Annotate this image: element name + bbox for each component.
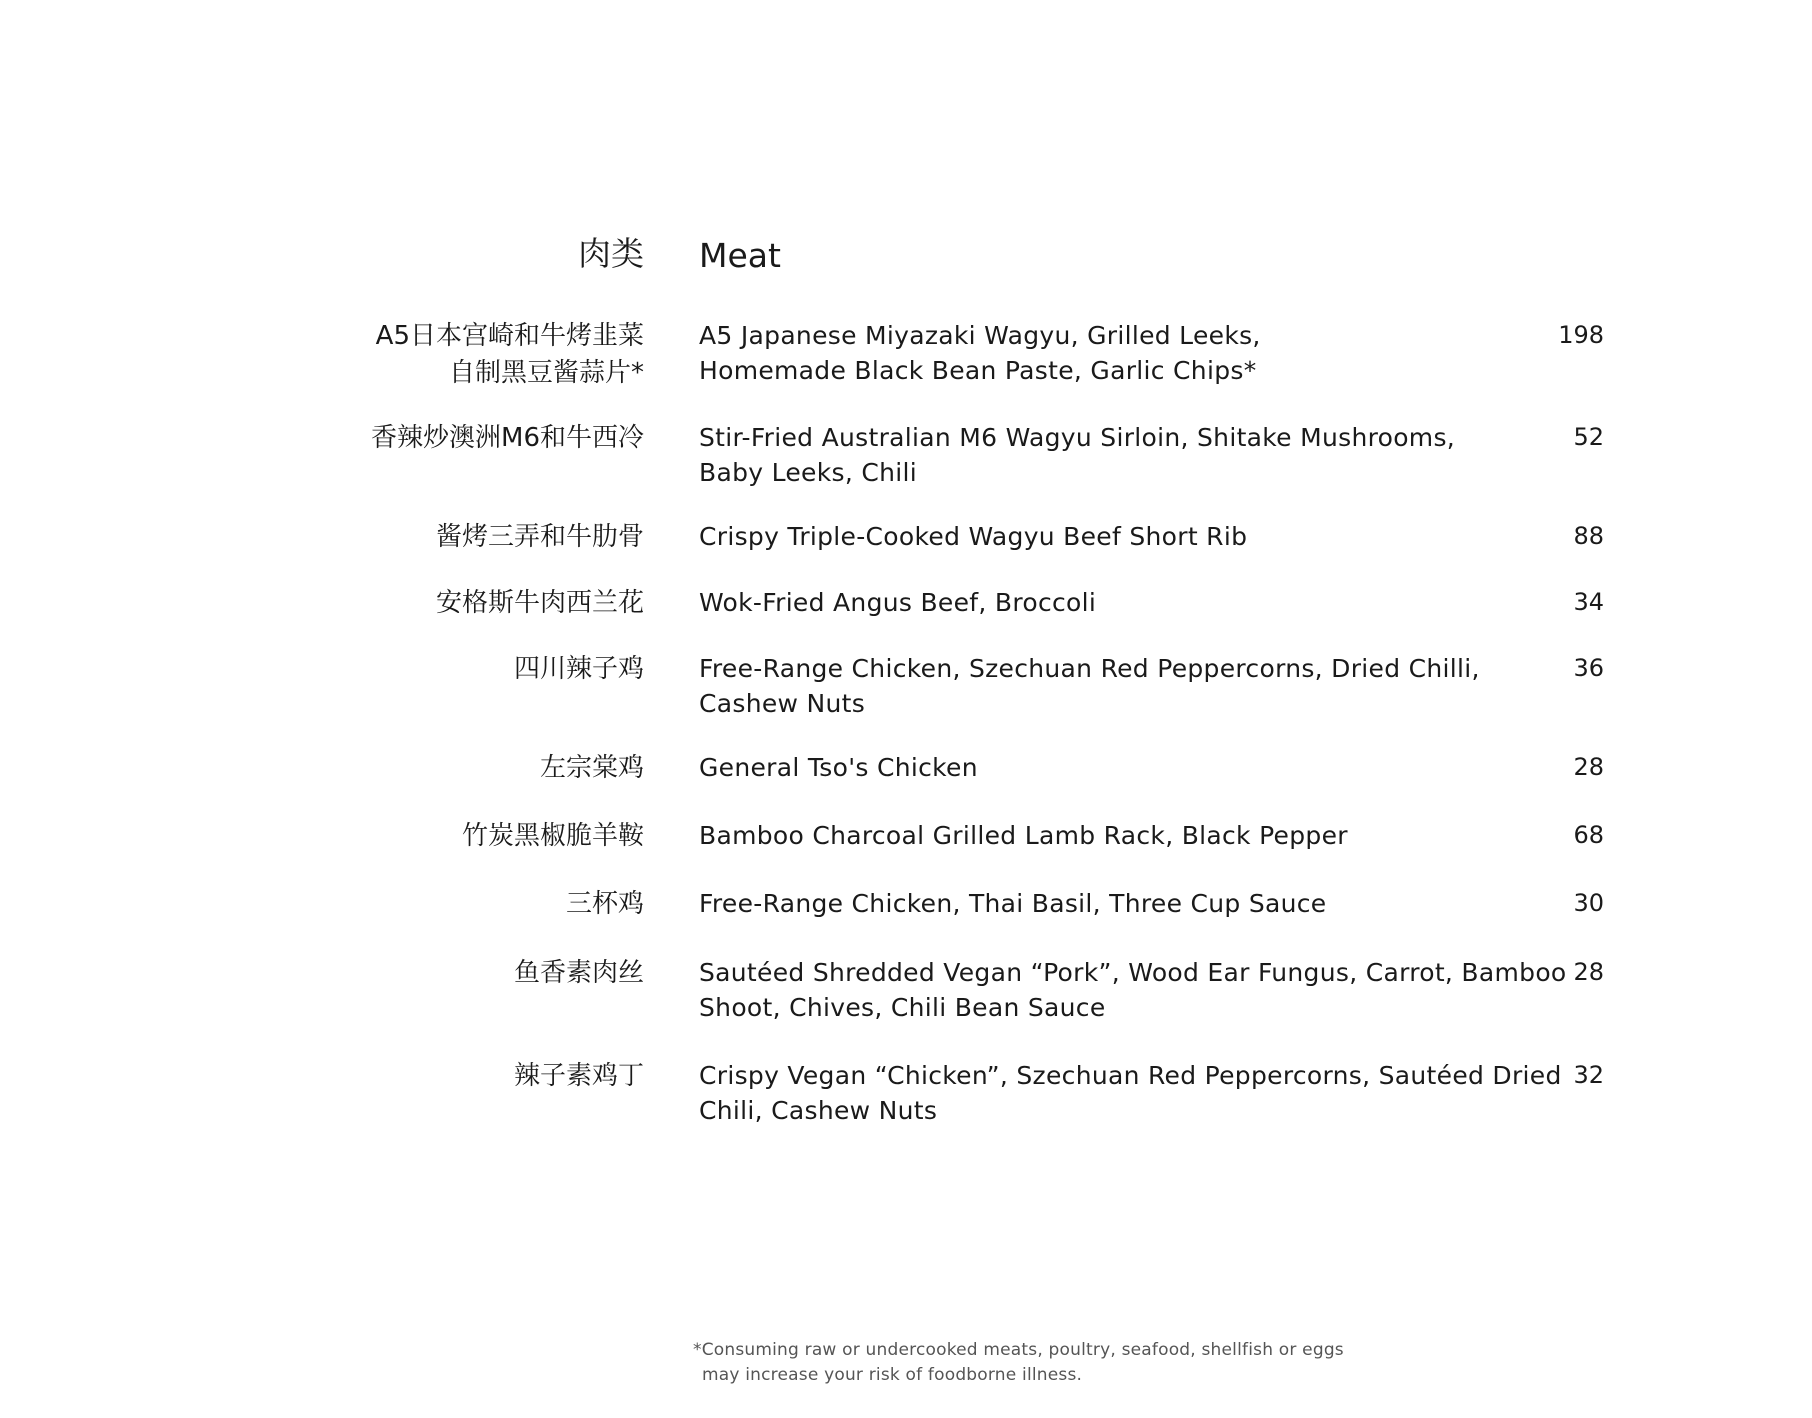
dish-name-chinese: 安格斯牛肉西兰花 (435, 588, 644, 618)
dish-name-chinese: 竹炭黑椒脆羊鞍 (461, 821, 644, 851)
dish-description-english: General Tso's Chicken (699, 753, 978, 782)
dish-price: 32 (1573, 1061, 1604, 1089)
dish-price: 88 (1573, 522, 1604, 550)
dish-description-english: A5 Japanese Miyazaki Wagyu, Grilled Leeks, Homemade Black Bean Paste, Garlic Chips* (699, 321, 1261, 385)
dish-name-chinese: 三杯鸡 (565, 889, 644, 919)
dish-name-chinese: 左宗棠鸡 (539, 753, 644, 783)
dish-description-english: Free-Range Chicken, Szechuan Red Peppercorns, Dried Chilli, Cashew Nuts (699, 654, 1480, 718)
dish-description-english: Free-Range Chicken, Thai Basil, Three Cup Sauce (699, 889, 1327, 918)
dish-name-chinese: 香辣炒澳洲M6和牛西冷 (371, 423, 644, 453)
section-title-english: Meat (699, 236, 781, 275)
section-title-chinese: 肉类 (578, 234, 644, 273)
dish-price: 30 (1573, 889, 1604, 917)
dish-price: 28 (1573, 753, 1604, 781)
dish-description-english: Bamboo Charcoal Grilled Lamb Rack, Black Pepper (699, 821, 1348, 850)
dish-description-english: Crispy Vegan “Chicken”, Szechuan Red Peppercorns, Sautéed Dried Chili, Cashew Nuts (699, 1061, 1562, 1125)
dish-name-chinese: 酱烤三弄和牛肋骨 (435, 522, 644, 552)
dish-price: 36 (1573, 654, 1604, 682)
dish-description-english: Crispy Triple-Cooked Wagyu Beef Short Rib (699, 522, 1248, 551)
dish-name-chinese: A5日本宫崎和牛烤韭菜 自制黑豆酱蒜片* (375, 321, 644, 388)
dish-price: 68 (1573, 821, 1604, 849)
dish-description-english: Stir-Fried Australian M6 Wagyu Sirloin, Shitake Mushrooms, Baby Leeks, Chili (699, 423, 1456, 487)
dish-description-english: Sautéed Shredded Vegan “Pork”, Wood Ear Fungus, Carrot, Bamboo Shoot, Chives, Chili Bean Sauce (699, 958, 1567, 1022)
dish-description-english: Wok-Fried Angus Beef, Broccoli (699, 588, 1097, 617)
dish-name-chinese: 鱼香素肉丝 (513, 958, 644, 988)
dish-price: 28 (1573, 958, 1604, 986)
dish-price: 52 (1573, 423, 1604, 451)
dish-price: 198 (1558, 321, 1604, 349)
allergy-footnote: *Consuming raw or undercooked meats, poultry, seafood, shellfish or eggs may increase your risk of foodborne illness. (693, 1340, 1344, 1385)
dish-name-chinese: 四川辣子鸡 (513, 654, 644, 684)
dish-price: 34 (1573, 588, 1604, 616)
dish-name-chinese: 辣子素鸡丁 (513, 1061, 644, 1091)
